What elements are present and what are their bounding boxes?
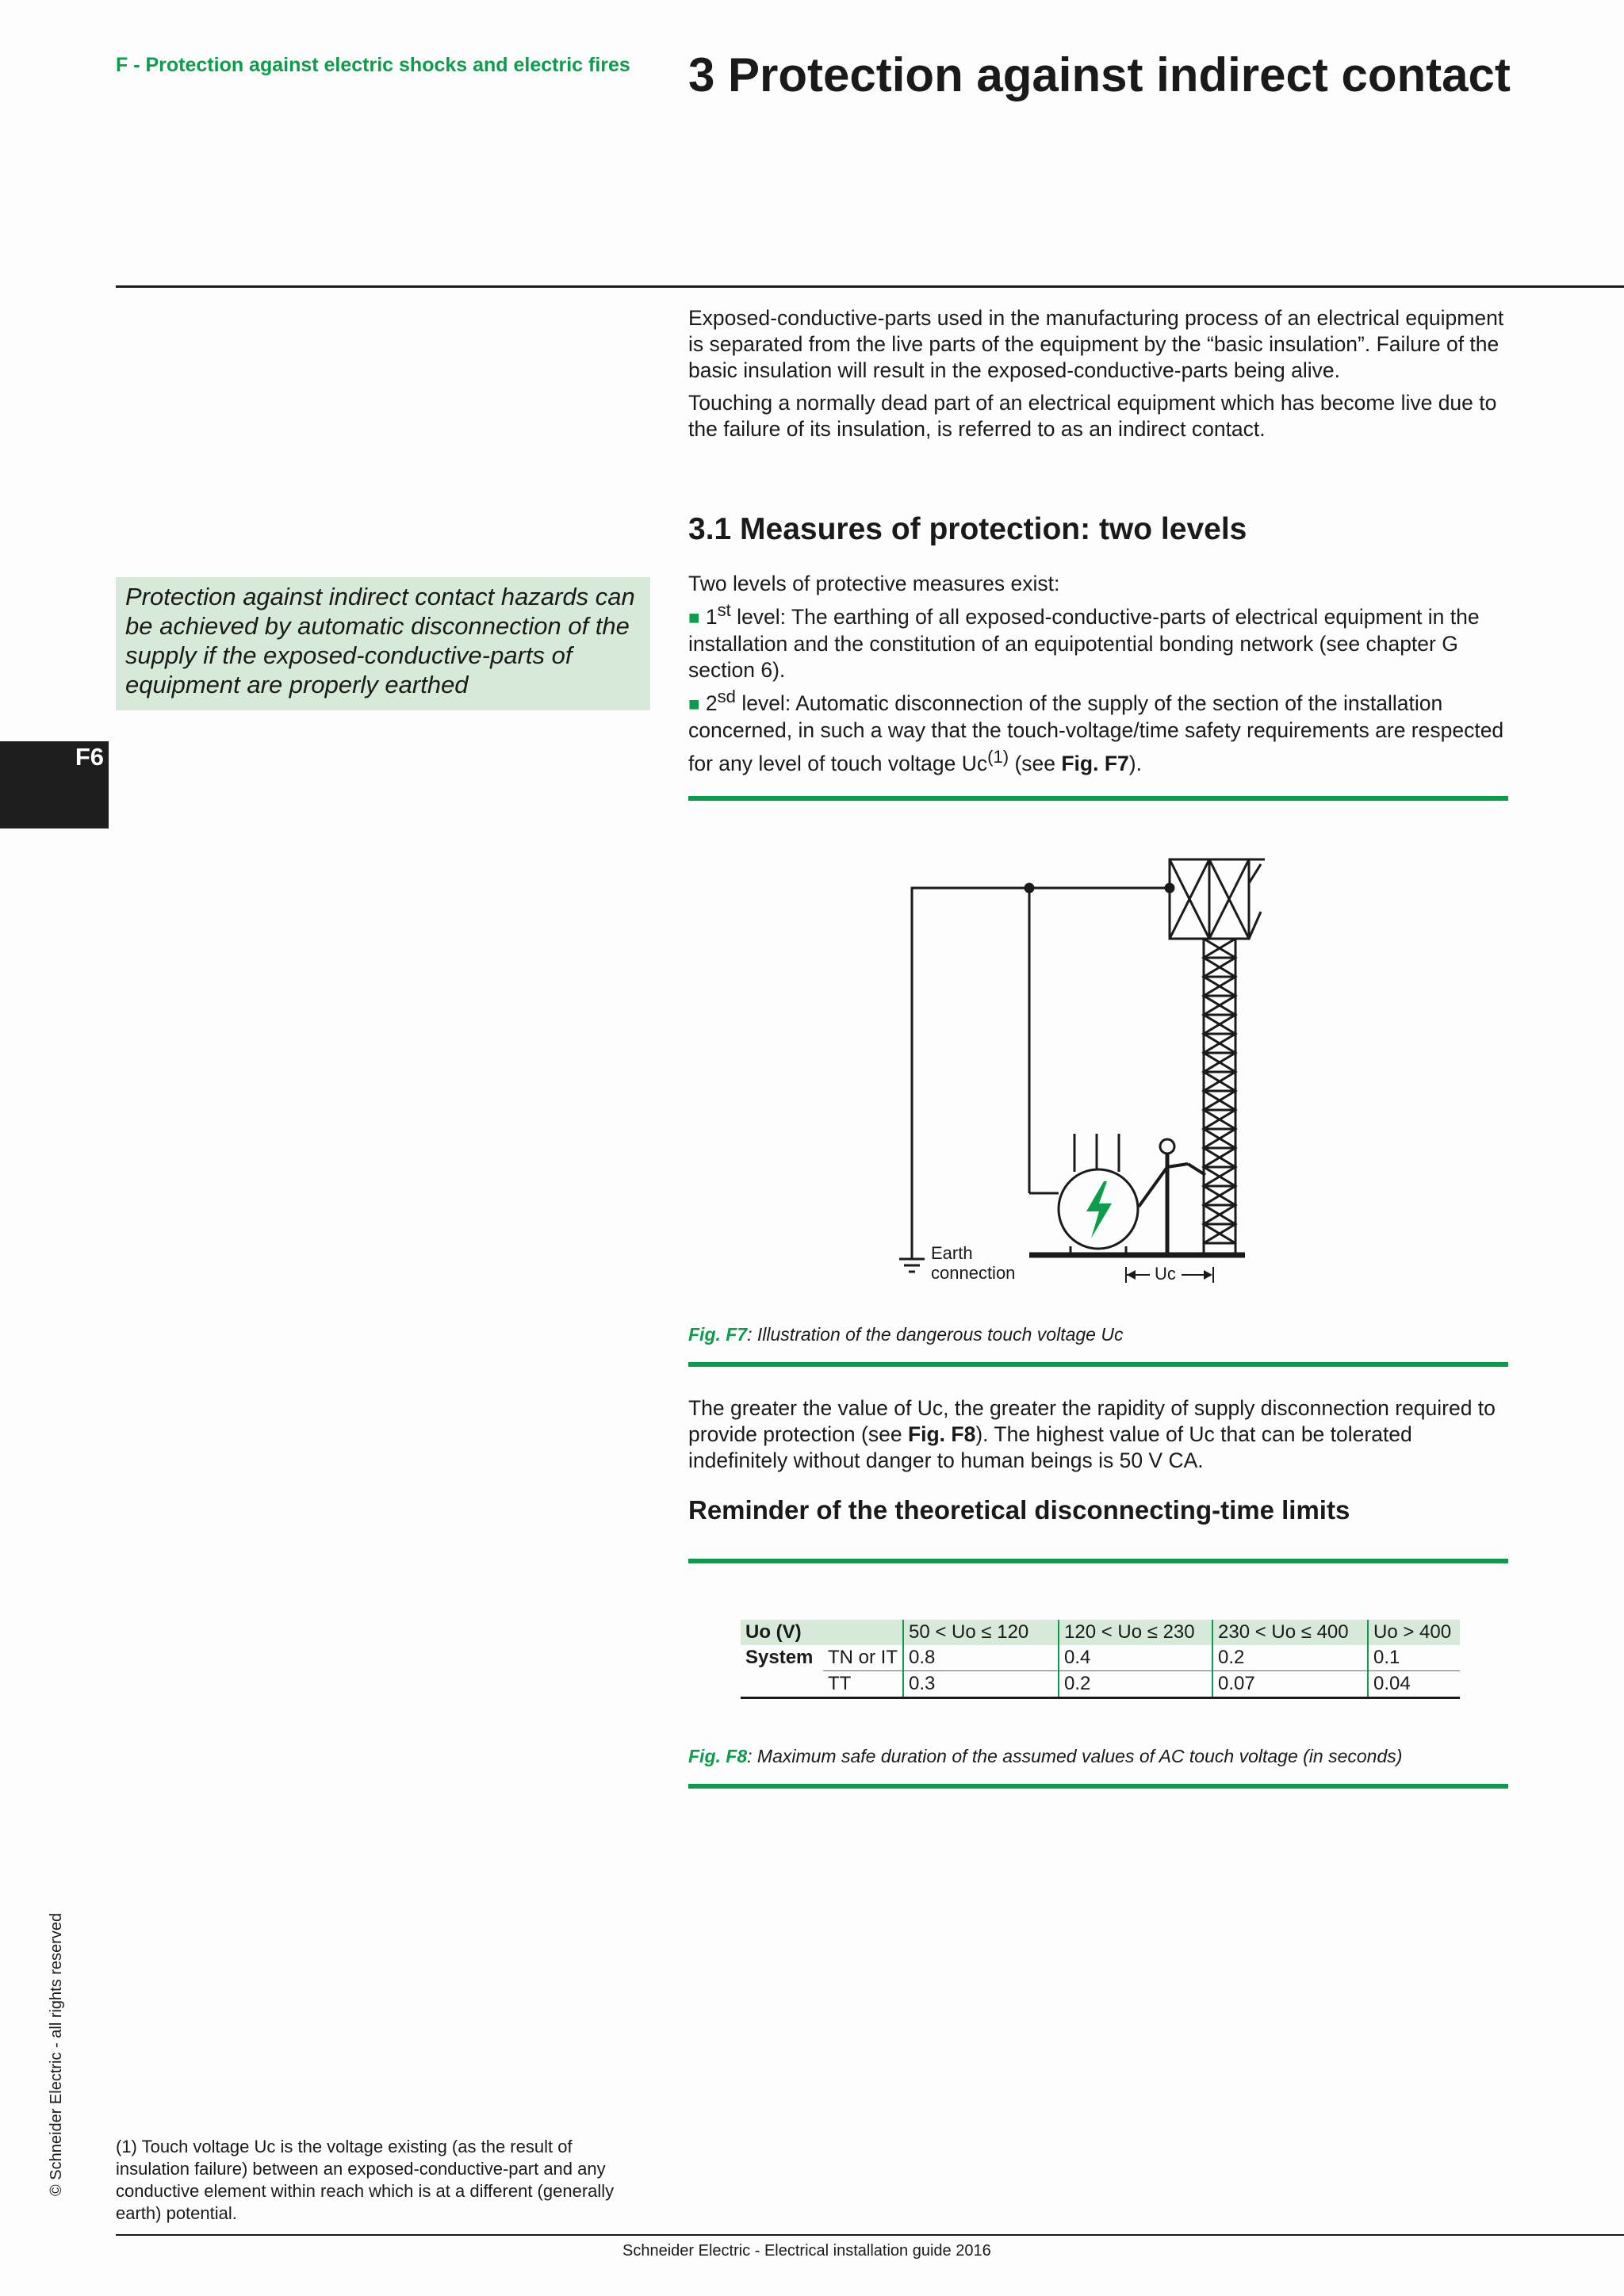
- table-cell: 0.07: [1212, 1671, 1368, 1698]
- table-header-row: [741, 1620, 1460, 1645]
- figure-8-bottom-rule: [688, 1784, 1508, 1789]
- header-label: Uo (V): [741, 1620, 903, 1645]
- bullet-square-icon: ■: [688, 607, 700, 629]
- system-label: System: [745, 1647, 814, 1669]
- table-cell: 0.4: [1059, 1645, 1212, 1671]
- column-header: Uo > 400: [1368, 1620, 1460, 1645]
- earth-connection-label: Earth connection: [931, 1243, 1016, 1283]
- list-item: ■ 1st level: The earthing of all exposed-conductive-parts of electrical equipment in the installation and the constitution of an equipotential bonding network (see chapter G section 6).: [688, 600, 1480, 682]
- section-3-1-heading: 3.1 Measures of protection: two levels: [688, 512, 1247, 546]
- page-number: F6: [75, 743, 104, 771]
- column-header: 230 < Uo ≤ 400: [1212, 1620, 1368, 1645]
- figure-bottom-rule: [688, 1362, 1508, 1367]
- lightning-bolt-icon: [1086, 1181, 1112, 1238]
- row-label: TT: [823, 1671, 903, 1698]
- figure-top-rule: [688, 796, 1508, 801]
- column-header: 50 < Uo ≤ 120: [903, 1620, 1059, 1645]
- figure-ref: Fig. F8: [907, 1422, 976, 1446]
- table-cell: 0.2: [1059, 1671, 1212, 1698]
- protection-levels-list: [688, 571, 1513, 776]
- margin-callout: Protection against indirect contact hazards can be achieved by automatic disconnection of the supply if the exposed-conductive-parts of equipment are properly earthed: [116, 577, 650, 710]
- touch-voltage-illustration: [888, 848, 1300, 1292]
- list-lead: Two levels of protective measures exist:: [688, 572, 1060, 595]
- bullet-square-icon: ■: [688, 693, 700, 715]
- table-cell: 0.8: [903, 1645, 1059, 1671]
- chapter-title: 3 Protection against indirect contact: [688, 48, 1511, 101]
- body-paragraph: The greater the value of Uc, the greater the rapidity of supply disconnection required to provide protection (see Fig. F8). The highest value of Uc that can be tolerated indefinitely without danger to human beings is 50 V CA.: [688, 1396, 1496, 1472]
- footnote-ref: (1): [987, 746, 1009, 767]
- row-label: TN or IT: [823, 1645, 903, 1671]
- table-row: [741, 1671, 1460, 1698]
- figure-7-caption: Fig. F7: Illustration of the dangerous touch voltage Uc: [688, 1324, 1124, 1345]
- bottom-rule: [116, 2234, 1624, 2236]
- section-tag: F - Protection against electric shocks and electric fires: [116, 54, 630, 76]
- disconnect-time-table: [741, 1620, 1460, 1699]
- column-header: 120 < Uo ≤ 230: [1059, 1620, 1212, 1645]
- intro-paragraph-1: Exposed-conductive-parts used in the manufacturing process of an electrical equipment is separated from the live parts of the equipment by the “basic insulation”. Failure of the basic insulation will result in the exposed-conductive-parts being alive.: [688, 306, 1504, 382]
- table-cell: 0.1: [1368, 1645, 1460, 1671]
- intro-paragraph-2: Touching a normally dead part of an electrical equipment which has become live due to the failure of its insulation, is referred to as an indirect contact.: [688, 391, 1497, 441]
- reminder-heading: Reminder of the theoretical disconnecting-time limits: [688, 1495, 1350, 1525]
- list-item: ■ $2^{sd}$ level: Automatic disconnection of the supply of the section of the installation concerned, in such a way that the touch-voltage/time safety requirements are respected for any level of touch voltage Uc$^{(1)}$ (see Fig. F7).: [688, 686, 1504, 775]
- page-tab: [0, 741, 109, 828]
- footnote: (1) Touch voltage Uc is the voltage existing (as the result of insulation failure) between an exposed-conductive-part and any conductive element within reach which is at a different (generally earth) potential.: [116, 2137, 615, 2223]
- table-cell: 0.3: [903, 1671, 1059, 1698]
- figure-ref: Fig. F7: [1061, 751, 1129, 775]
- figure-8-caption: Fig. F8: Maximum safe duration of the assumed values of AC touch voltage (in seconds): [688, 1746, 1403, 1766]
- top-rule: [116, 285, 1624, 288]
- table-top-rule: [688, 1559, 1508, 1563]
- uc-label: Uc: [1155, 1264, 1176, 1284]
- table-cell: 0.2: [1212, 1645, 1368, 1671]
- table-row: [741, 1645, 1460, 1671]
- page-footer: Schneider Electric - Electrical installation guide 2016: [622, 2242, 991, 2260]
- copyright-notice: © Schneider Electric - all rights reserved: [48, 1912, 65, 2196]
- table-cell: 0.04: [1368, 1671, 1460, 1698]
